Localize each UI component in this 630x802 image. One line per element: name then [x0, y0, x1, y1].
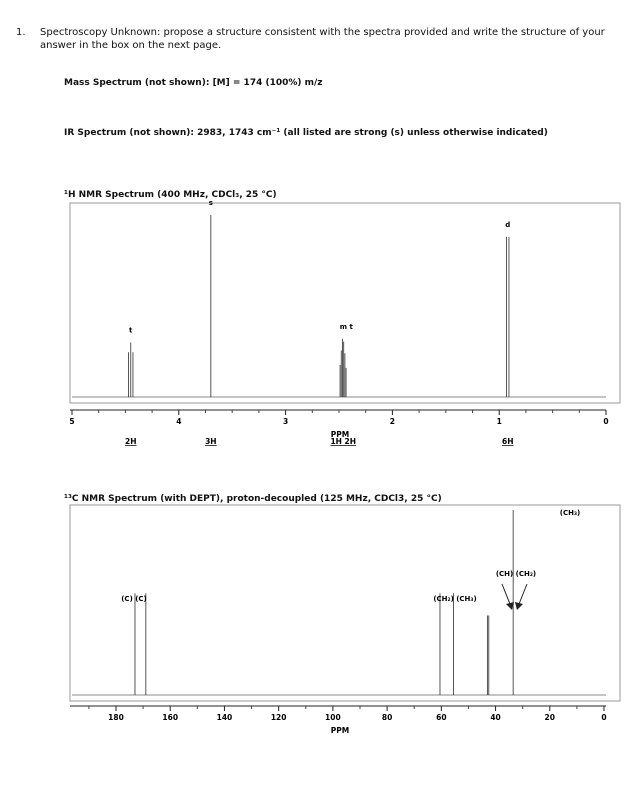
arrow-ch2-head [515, 602, 523, 610]
cnmr-label-quaternary: (C) (C) [121, 595, 147, 603]
cnmr-label-ch3: (CH₃) [559, 509, 581, 517]
cnmr-label-ch2-ch3: (CH₂) (CH₃) [433, 595, 477, 603]
cnmr-title: ¹³C NMR Spectrum (with DEPT), proton-decoupled (125 MHz, CDCl3, 25 °C) [64, 494, 442, 504]
hnmr-tick-label: 3 [282, 417, 289, 426]
hnmr-tick-label: 0 [603, 417, 609, 426]
cnmr-label-ch-ch2: (CH) (CH₂) [495, 570, 537, 578]
hnmr-title: ¹H NMR Spectrum (400 MHz, CDCl₃, 25 °C) [64, 190, 277, 200]
hnmr-tick-label: 1 [496, 417, 502, 426]
hnmr-multiplicity-label: d [505, 220, 511, 229]
hnmr-integration-label: 2H [124, 437, 137, 446]
cnmr-tick-label: 180 [108, 713, 124, 722]
ir-spectrum-value: 2983, 1743 cm⁻¹ (all listed are strong (s) unless otherwise indicated) [197, 128, 548, 138]
hnmr-tick-label: 2 [389, 417, 396, 426]
cnmr-tick-label: 120 [270, 713, 287, 722]
cnmr-tick-label: 160 [162, 713, 179, 722]
mass-spectrum-value: [M] = 174 (100%) m/z [212, 78, 323, 88]
hnmr-tick-label: 4 [176, 417, 182, 426]
hnmr-multiplicity-label: s [208, 199, 213, 207]
hnmr-integration-label: 6H [501, 437, 514, 446]
hnmr-tick-label: 5 [69, 417, 75, 426]
cnmr-tick-label: 60 [436, 713, 447, 722]
mass-spectrum-label: Mass Spectrum (not shown): [64, 78, 210, 88]
question-text: Spectroscopy Unknown: propose a structure consistent with the spectra provided and write the structure of your answer in the box on the next page. [40, 27, 605, 51]
cnmr-frame [70, 505, 620, 701]
cnmr-tick-label: 80 [381, 713, 393, 722]
hnmr-multiplicity-label: t [129, 326, 133, 335]
hnmr-integration-label: 3H [205, 437, 217, 446]
cnmr-axis-label: PPM [330, 726, 350, 735]
hnmr-axis-label: PPM [330, 430, 350, 439]
cnmr-tick-label: 100 [325, 713, 341, 722]
cnmr-tick-label: 20 [544, 713, 555, 722]
hnmr-integration-label: 1H 2H [330, 437, 357, 446]
cnmr-tick-label: 140 [216, 713, 233, 722]
cnmr-tick-label: 40 [490, 713, 501, 722]
arrow-ch2-line [519, 584, 527, 604]
ir-spectrum-label: IR Spectrum (not shown): [64, 128, 194, 138]
cnmr-tick-label: 0 [601, 713, 607, 722]
arrow-ch-line [502, 584, 510, 604]
question-number: 1. [16, 27, 26, 38]
hnmr-multiplicity-label: m t [339, 322, 353, 331]
